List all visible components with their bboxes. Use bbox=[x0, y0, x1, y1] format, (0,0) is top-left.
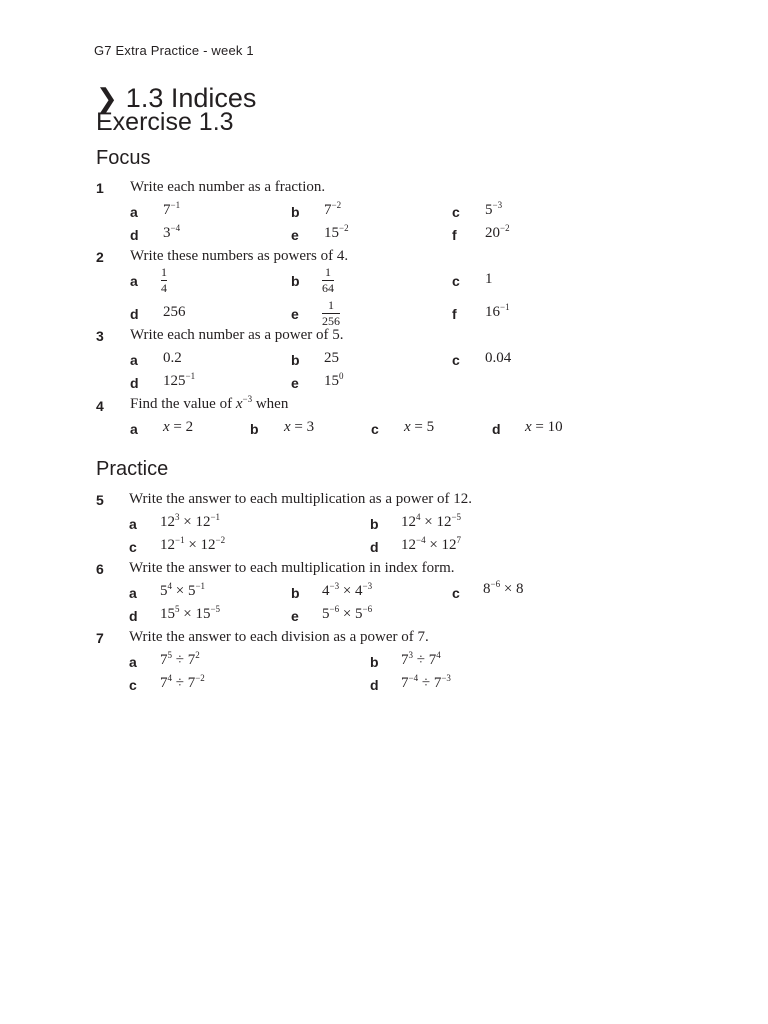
question-text: Write the answer to each multiplication as a power of 12. bbox=[129, 491, 473, 507]
part-value: $7^4 \div 7^{-2}$ bbox=[160, 673, 205, 691]
part-label: e bbox=[291, 375, 299, 391]
part-label: f bbox=[452, 306, 457, 322]
part-label: c bbox=[452, 204, 460, 220]
part-label: b bbox=[291, 585, 300, 601]
part-value: $5^{-6} \times 5^{-6}$ bbox=[322, 604, 373, 622]
part-label: a bbox=[129, 516, 137, 532]
part-label: b bbox=[370, 654, 379, 670]
question-text: Write each number as a fraction. bbox=[130, 179, 326, 195]
part-value: $15^0$ bbox=[324, 371, 344, 389]
part-value: $12^3 \times 12^{-1}$ bbox=[160, 512, 221, 530]
part-label: d bbox=[130, 227, 139, 243]
question-text: Write these numbers as powers of 4. bbox=[130, 248, 349, 264]
part-value: $4^{-3} \times 4^{-3}$ bbox=[322, 581, 373, 599]
question-text: Write each number as a power of 5. bbox=[130, 327, 344, 343]
part-label: d bbox=[130, 375, 139, 391]
part-label: e bbox=[291, 227, 299, 243]
part-label: a bbox=[130, 273, 138, 289]
part-label: a bbox=[130, 204, 138, 220]
part-value: 0.2 bbox=[163, 350, 182, 366]
part-value: $8^{-6} \times 8$ bbox=[483, 579, 524, 597]
part-label: b bbox=[250, 421, 259, 437]
part-value: 0.04 bbox=[485, 350, 512, 366]
part-value: $12^{-1} \times 12^{-2}$ bbox=[160, 535, 226, 553]
part-value: $5^4 \times 5^{-1}$ bbox=[160, 581, 206, 599]
part-label: d bbox=[130, 306, 139, 322]
part-label: c bbox=[452, 585, 460, 601]
section-title-focus: Focus bbox=[96, 147, 151, 169]
part-value: 25 bbox=[324, 350, 339, 366]
fraction: 1 64 bbox=[322, 265, 334, 295]
part-value: $15^5 \times 15^{-5}$ bbox=[160, 604, 221, 622]
part-value: $12^4 \times 12^{-5}$ bbox=[401, 512, 462, 530]
part-label: c bbox=[129, 677, 137, 693]
part-value: $7^{-2}$ bbox=[324, 200, 342, 218]
question-number: 3 bbox=[96, 328, 104, 344]
part-label: b bbox=[370, 516, 379, 532]
part-value: $7^3 \div 7^4$ bbox=[401, 650, 441, 668]
fraction: 1 4 bbox=[161, 265, 167, 295]
part-value: $12^{-4} \times 12^7$ bbox=[401, 535, 462, 553]
part-label: b bbox=[291, 352, 300, 368]
question-number: 1 bbox=[96, 180, 104, 196]
question-text: Find the value of $x^{-3}$ when bbox=[130, 394, 289, 412]
part-label: b bbox=[291, 204, 300, 220]
fraction: 1 256 bbox=[322, 298, 340, 328]
part-label: a bbox=[129, 654, 137, 670]
question-number: 6 bbox=[96, 561, 104, 577]
question-text: Write the answer to each division as a power of 7. bbox=[129, 629, 429, 645]
question-number: 7 bbox=[96, 630, 104, 646]
part-label: c bbox=[452, 352, 460, 368]
question-text: Write the answer to each multiplication in index form. bbox=[129, 560, 455, 576]
question-number: 4 bbox=[96, 398, 104, 414]
part-value: $125^{-1}$ bbox=[163, 371, 196, 389]
part-value: 256 bbox=[163, 304, 186, 320]
part-label: a bbox=[129, 585, 137, 601]
part-label: a bbox=[130, 421, 138, 437]
part-label: e bbox=[291, 608, 299, 624]
section-title-practice: Practice bbox=[96, 458, 169, 480]
exercise-title: Exercise 1.3 bbox=[96, 108, 234, 136]
part-value: x = 5 bbox=[404, 419, 435, 435]
question-number: 2 bbox=[96, 249, 104, 265]
part-value: $16^{-1}$ bbox=[485, 302, 510, 320]
chevron-right-icon: ❯ bbox=[96, 83, 118, 113]
part-label: d bbox=[492, 421, 501, 437]
part-value: $15^{-2}$ bbox=[324, 223, 349, 241]
part-label: c bbox=[129, 539, 137, 555]
part-value: $7^{-1}$ bbox=[163, 200, 181, 218]
part-value: $5^{-3}$ bbox=[485, 200, 503, 218]
part-label: c bbox=[371, 421, 379, 437]
part-value: $7^5 \div 7^2$ bbox=[160, 650, 200, 668]
part-label: c bbox=[452, 273, 460, 289]
part-label: d bbox=[129, 608, 138, 624]
part-value: x = 3 bbox=[284, 419, 315, 435]
question-number: 5 bbox=[96, 492, 104, 508]
part-value: $7^{-4} \div 7^{-3}$ bbox=[401, 673, 451, 691]
part-label: f bbox=[452, 227, 457, 243]
part-value: $20^{-2}$ bbox=[485, 223, 510, 241]
part-label: a bbox=[130, 352, 138, 368]
part-value: $3^{-4}$ bbox=[163, 223, 181, 241]
part-value: 1 bbox=[485, 271, 493, 287]
part-value: x = 2 bbox=[163, 419, 194, 435]
part-label: e bbox=[291, 306, 299, 322]
part-label: b bbox=[291, 273, 300, 289]
unit-title-text: 1.3 Indices bbox=[125, 83, 257, 113]
part-label: d bbox=[370, 539, 379, 555]
document-header: G7 Extra Practice - week 1 bbox=[94, 43, 254, 58]
part-value: x = 10 bbox=[525, 419, 563, 435]
part-label: d bbox=[370, 677, 379, 693]
